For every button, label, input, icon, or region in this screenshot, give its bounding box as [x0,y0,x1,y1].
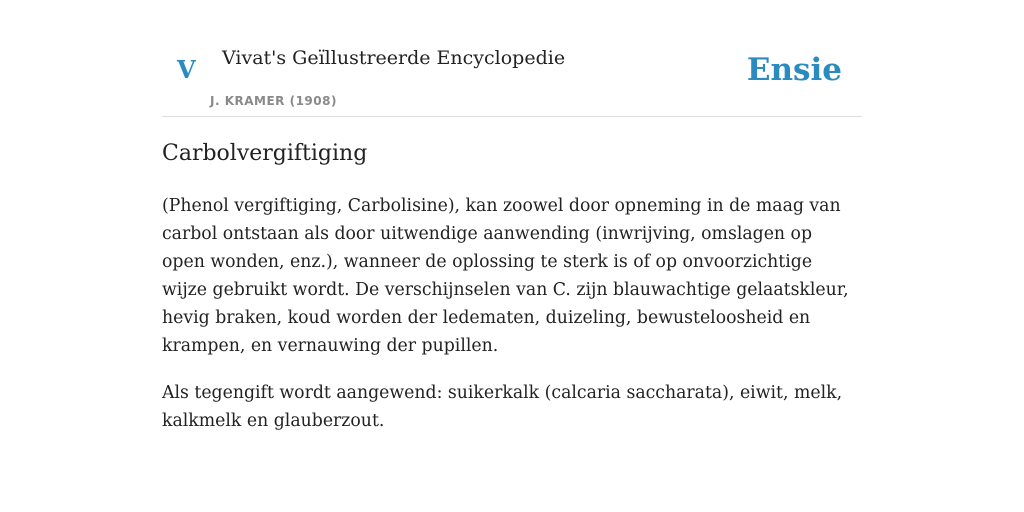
article-title: Carbolvergiftiging [162,141,368,166]
article-paragraph: (Phenol vergiftiging, Carbolisine), kan zoowel door opneming in de maag van carbol ontstaan als door uitwendige aanwending (inwrijving, omslagen op open wonden, enz.), wanneer de oplossing te sterk is of op onvoorzichtige wijze gebruikt wordt. De verschijnselen van C. zijn blauwachtige gelaatskleur, hevig braken, koud worden der ledematen, duizeling, bewusteloosheid en krampen, en vernauwing der pupillen. [162,196,849,356]
article-paragraph: Als tegengift wordt aangewend: suikerkalk (calcaria saccharata), eiwit, melk, kalkmelk en glauberzout. [162,383,843,431]
book-logo[interactable]: V [177,55,196,84]
book-title[interactable]: Vivat's Geïllustreerde Encyclopedie [222,47,566,69]
book-header [162,0,862,117]
article [162,137,852,435]
ensie-logo-link[interactable]: Ensie [746,52,842,88]
book-author: J. KRAMER (1908) [210,94,337,108]
